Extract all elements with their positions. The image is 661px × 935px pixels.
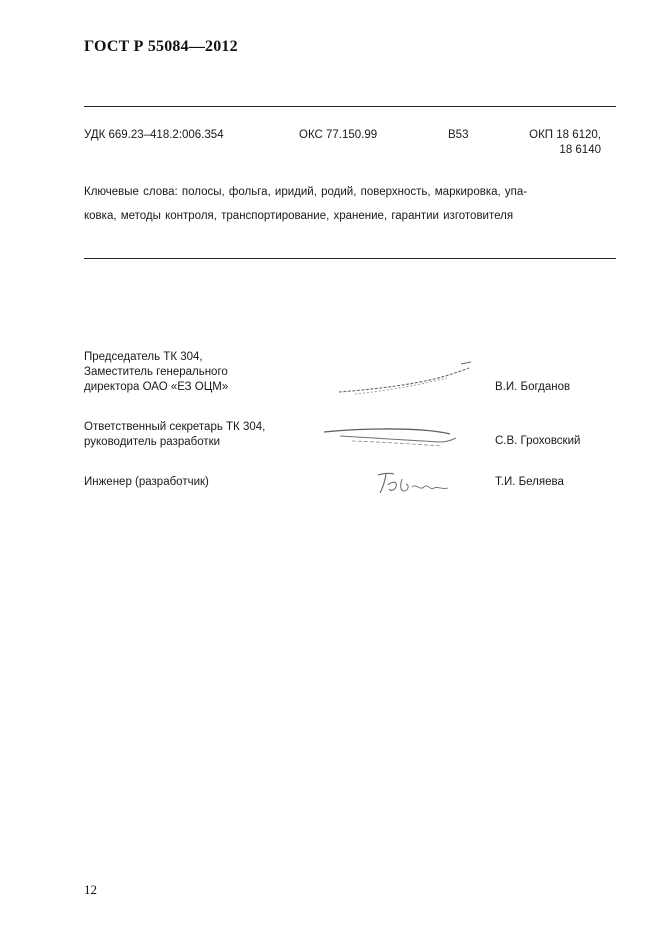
top-divider	[84, 106, 616, 107]
okp-code-line-2: 18 6140	[559, 144, 601, 156]
signatory-role-line: руководитель разработки	[84, 436, 221, 448]
udk-code: УДК 669.23–418.2:006.354	[84, 129, 224, 141]
signatory-name: В.И. Богданов	[495, 381, 571, 393]
bottom-divider	[84, 258, 616, 259]
signatory-role-line: Заместитель генерального	[84, 366, 228, 378]
signatory-role	[84, 350, 314, 395]
handwritten-signature	[335, 354, 475, 400]
signatory-role-line: Ответственный секретарь ТК 304,	[84, 421, 266, 433]
okp-code-line-1: ОКП 18 6120,	[529, 129, 601, 141]
signatory-name: Т.И. Беляева	[495, 476, 564, 488]
keywords-line-2: ковка, методы контроля, транспортирование, хранение, гарантии изготовителя	[84, 210, 514, 222]
handwritten-signature	[322, 420, 462, 454]
keywords-paragraph	[84, 180, 604, 228]
page-number: 12	[84, 882, 97, 897]
oks-code: ОКС 77.150.99	[299, 129, 378, 141]
signatory-role	[84, 475, 314, 490]
handwritten-signature	[372, 469, 452, 499]
group-code: В53	[448, 129, 469, 141]
document-header-title: ГОСТ Р 55084—2012	[84, 38, 238, 55]
signatory-role	[84, 420, 314, 450]
signatory-name: С.В. Гроховский	[495, 435, 581, 447]
signatory-role-line: Инженер (разработчик)	[84, 476, 209, 488]
signatory-role-line: Председатель ТК 304,	[84, 351, 203, 363]
keywords-line-1: Ключевые слова: полосы, фольга, иридий, родий, поверхность, маркировка, упа-	[84, 186, 528, 198]
classification-codes	[0, 128, 661, 164]
signatory-role-line: директора ОАО «ЕЗ ОЦМ»	[84, 381, 229, 393]
okp-code	[520, 128, 601, 158]
